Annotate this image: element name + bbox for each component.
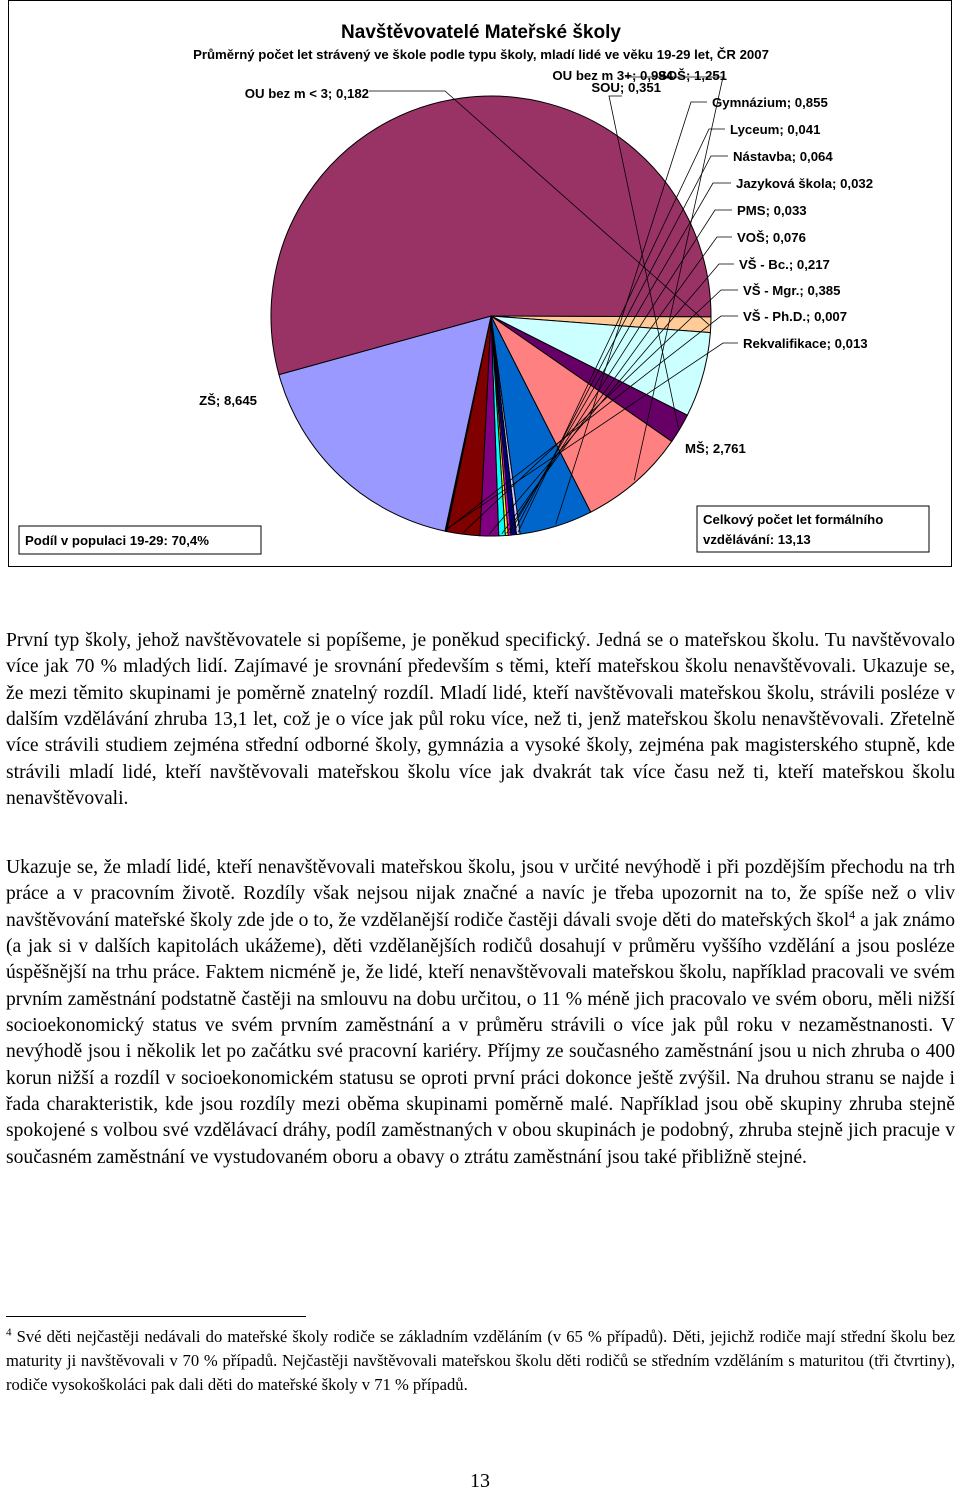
slice-label: VŠ - Mgr.; 0,385 <box>743 283 841 298</box>
footnote-ref: 4 <box>849 907 856 922</box>
footnote-number: 4 <box>6 1326 12 1339</box>
pie-chart <box>9 1 953 568</box>
page-number: 13 <box>470 1470 490 1492</box>
chart-title: Navštěvovatelé Mateřské školy <box>341 22 621 43</box>
chart-subtitle: Průměrný počet let strávený ve škole podle typu školy, mladí lidé ve věku 19-29 let, ČR 2007 <box>193 47 769 62</box>
slice-label: Rekvalifikace; 0,013 <box>743 336 868 351</box>
slice-label: VOŠ; 0,076 <box>737 230 806 245</box>
footnote-divider <box>6 1316 306 1317</box>
footnote-text: Své děti nejčastěji nedávali do mateřské školy rodiče se základním vzděláním (v 65 % případů). Děti, jejichž rodiče mají střední školu bez maturity ji navštěvovali v 70 % případů. Nejčastěji navštěvovali mateřskou školu děti rodičů se středním vzděláním s maturitou (tři čtvrtiny), rodiče vysokoškoláci pak dali děti do mateřské školy v 71 % případů. <box>6 1327 955 1394</box>
total-years-line-2: vzdělávání: 13,13 <box>703 532 811 547</box>
total-years-line-1: Celkový počet let formálního <box>703 512 884 527</box>
slice-label: MŠ; 2,761 <box>685 441 746 456</box>
population-share-box <box>19 526 261 554</box>
slice-label: Lyceum; 0,041 <box>730 122 821 137</box>
slice-label: VŠ - Ph.D.; 0,007 <box>743 309 848 324</box>
paragraph-2-part-1: Ukazuje se, že mladí lidé, kteří nenavštěvovali mateřskou školu, jsou v určité nevýhodě i při pozdějším přechodu na trh práce a v pracovním životě. Rozdíly však nejsou nijak značné a navíc je třeba upozornit na to, že spíše než o vliv navštěvování mateřské školy zde jde o to, že vzdělanější rodiče častěji dávali svoje děti do mateřských škol <box>6 857 955 931</box>
slice-label: Jazyková škola; 0,032 <box>736 176 874 191</box>
population-share-label: Podíl v populaci 19-29: 70,4% <box>25 533 209 548</box>
total-years-box <box>697 506 929 552</box>
paragraph-2 <box>6 855 955 1171</box>
slice-label: ZŠ; 8,645 <box>199 393 257 408</box>
slice-label: OU bez m 3+; 0,994 <box>552 68 673 83</box>
slice-label: SOŠ; 1,251 <box>658 68 727 83</box>
slice-label: OU bez m < 3; 0,182 <box>244 86 369 101</box>
slice-label: PMS; 0,033 <box>737 203 807 218</box>
paragraph-1: První typ školy, jehož navštěvovatele si popíšeme, je poněkud specifický. Jedná se o mateřskou školu. Tu navštěvovalo více jak 70 % mladých lidí. Zajímavé je srovnání především s těmi, kteří mateřskou školu nenavštěvovali. Ukazuje se, že mezi těmito skupinami je poměrně znatelný rozdíl. Mladí lidé, kteří navštěvovali mateřskou školu, strávili posléze v dalším vzdělávání zhruba 13,1 let, což je o více jak půl roku více, než ti, jenž mateřskou školu nenavštěvovali. Zřetelně více strávili studiem zejména střední odborné školy, gymnázia a vysoké školy, zejména pak magisterského stupně, kde strávili mladí lidé, kteří navštěvovali mateřskou školu více jak dvakrát tak více času než ti, kteří mateřskou školu nenavštěvovali. <box>6 630 955 810</box>
slice-label: Nástavba; 0,064 <box>733 149 833 164</box>
slice-label: Gymnázium; 0,855 <box>712 95 828 110</box>
slice-label: VŠ - Bc.; 0,217 <box>739 257 830 272</box>
pie-slices <box>271 96 711 536</box>
paragraph-2-part-2: a jak známo (a jak si v dalších kapitolách ukážeme), děti vzdělanějších rodičů dosahují v průměru vyššího vzdělání a jsou posléze úspěšnější na trhu práce. Faktem nicméně je, že lidé, kteří nenavštěvovali mateřskou školu, například pracovali ve svém prvním zaměstnání podstatně častěji na smlouvu na dobu určitou, o 11 % méně jich pracovalo ve svém oboru, měli nižší socioekonomický status ve svém prvním zaměstnání a v průměru strávili o více jak půl roku v nezaměstnanosti. V nevýhodě jsou i několik let po začátku své pracovní kariéry. Příjmy ze současného zaměstnání jsou u nich zhruba o 400 korun nižší a rozdíl v socioekonomickém statusu se oproti první práci dokonce ještě zvýšil. Na druhou stranu se najde i řada charakteristik, kde jsou rozdíly mezi oběma skupinami poměrně malé. Například jsou obě skupiny zhruba stejně spokojené s volbou své vzdělávací dráhy, podíl zaměstnaných v obou skupinách je podobný, zhruba stejně jich pracuje v současném zaměstnání ve vystudovaném oboru a obavy o ztrátu zaměstnání jsou také přibližně stejné. <box>6 909 956 1168</box>
chart-frame <box>8 0 952 567</box>
slice-label: SOU; 0,351 <box>591 80 661 95</box>
footnote <box>6 1325 955 1397</box>
